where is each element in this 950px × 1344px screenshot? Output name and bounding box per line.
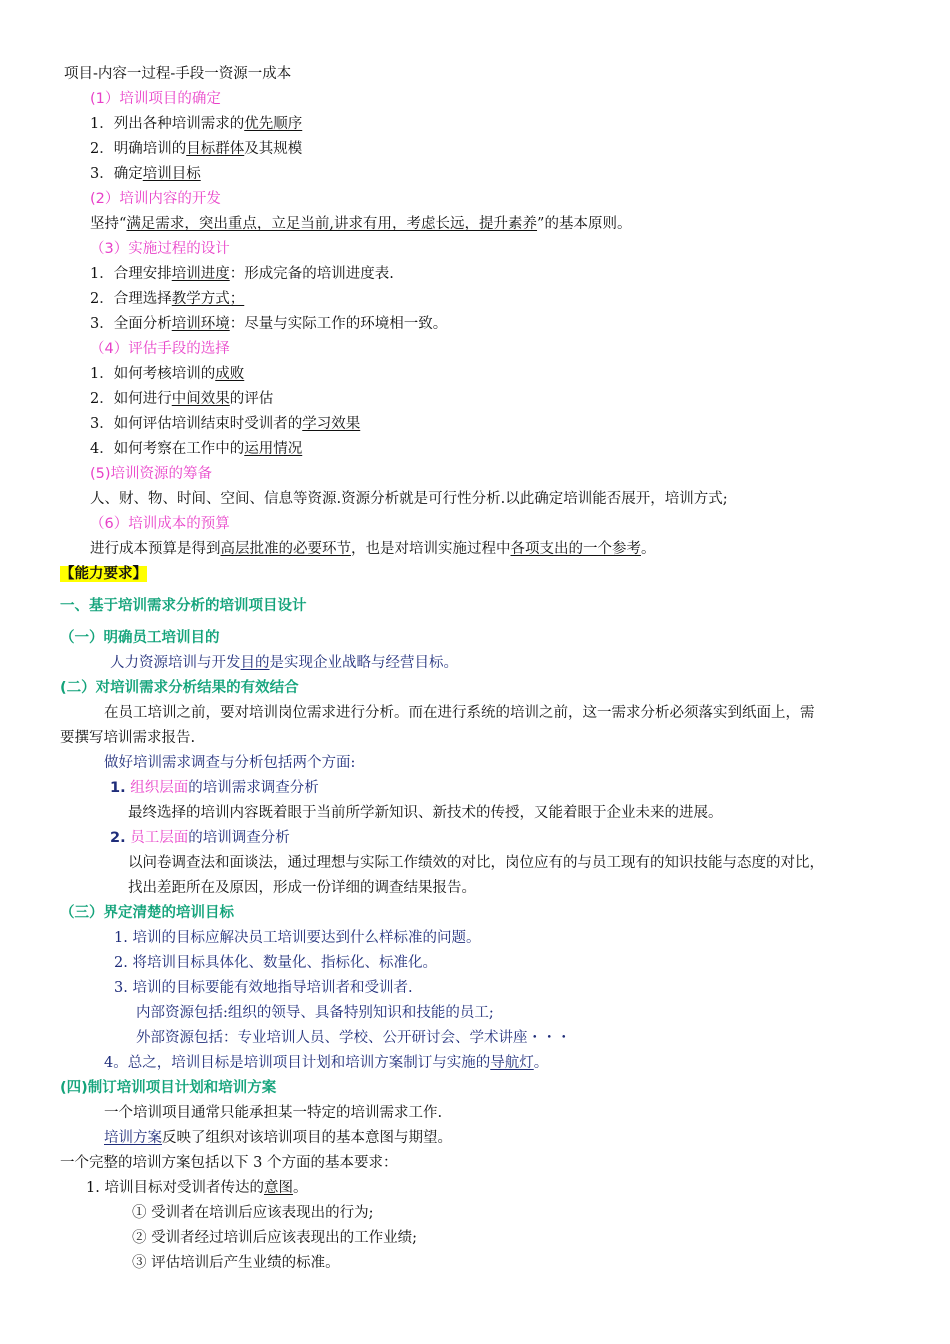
list-item: 2. 员工层面的培训调查分析	[110, 830, 290, 846]
paragraph: 人、财、物、时间、空间、信息等资源.资源分析就是可行性分析.以此确定培训能否展开，培训方式;	[90, 491, 728, 507]
paragraph: 内部资源包括:组织的领导、具备特别知识和技能的员工;	[136, 1005, 494, 1021]
heading-cost-budget: （6）培训成本的预算	[90, 516, 230, 532]
list-item: 1．列出各种培训需求的优先顺序	[90, 116, 303, 132]
list-item: 3. 培训的目标要能有效地指导培训者和受训者.	[114, 980, 413, 996]
paragraph: 培训方案反映了组织对该培训项目的基本意图与期望。	[104, 1130, 452, 1146]
heading-needs-analysis: (二）对培训需求分析结果的有效结合	[60, 680, 299, 696]
list-item: 2．明确培训的目标群体及其规模	[90, 141, 303, 157]
paragraph: 在员工培训之前，要对培训岗位需求进行分析。而在进行系统的培训之前，这一需求分析必须落实到纸面上，需	[104, 705, 815, 721]
list-item: 1. 组织层面的培训需求调查分析	[110, 780, 319, 796]
section-title: 一、基于培训需求分析的培训项目设计	[60, 598, 307, 614]
list-item: 1. 培训目标对受训者传达的意图。	[86, 1180, 308, 1196]
paragraph: 外部资源包括：专业培训人员、学校、公开研讨会、学术讲座・・・	[136, 1030, 571, 1046]
paragraph: 坚持“满足需求，突出重点，立足当前,讲求有用，考虑长远，提升素养”的基本原则。	[90, 216, 632, 232]
list-item: 2. 将培训目标具体化、数量化、指标化、标准化。	[114, 955, 437, 971]
list-item: 2．如何进行中间效果的评估	[90, 391, 274, 407]
list-item: 4．如何考察在工作中的运用情况	[90, 441, 303, 457]
list-item: 1．如何考核培训的成败	[90, 366, 245, 382]
heading-training-purpose: （一）明确员工培训目的	[60, 630, 220, 646]
outline-title: 项目-内容一过程-手段一资源一成本	[64, 66, 292, 82]
heading-process-design: （3）实施过程的设计	[90, 241, 230, 257]
list-item: 4。总之，培训目标是培训项目计划和培训方案制订与实施的导航灯。	[104, 1055, 549, 1071]
heading-training-objectives: （三）界定清楚的培训目标	[60, 905, 234, 921]
paragraph: 最终选择的培训内容既着眼于当前所学新知识、新技术的传授，又能着眼于企业未来的进展。	[128, 805, 723, 821]
list-item: 3．确定培训目标	[90, 166, 201, 182]
sub-list-item: ③ 评估培训后产生业绩的标准。	[132, 1255, 340, 1271]
paragraph: 找出差距所在及原因，形成一份详细的调查结果报告。	[128, 880, 476, 896]
sub-list-item: ② 受训者经过培训后应该表现出的工作业绩;	[132, 1230, 417, 1246]
ability-badge: 【能力要求】	[60, 566, 147, 582]
heading-training-plan: (四)制订培训项目计划和培训方案	[60, 1080, 277, 1096]
heading-resource-preparation: (5)培训资源的筹备	[90, 466, 213, 482]
heading-evaluation-means: （4）评估手段的选择	[90, 341, 230, 357]
list-item: 1．合理安排培训进度：形成完备的培训进度表.	[90, 266, 394, 282]
paragraph: 以问卷调查法和面谈法，通过理想与实际工作绩效的对比，岗位应有的与员工现有的知识技能与态度的对比，	[128, 855, 824, 871]
list-item: 2．合理选择教学方式；	[90, 291, 245, 307]
paragraph: 要撰写培训需求报告.	[60, 730, 196, 746]
list-item: 1. 培训的目标应解决员工培训要达到什么样标准的问题。	[114, 930, 481, 946]
paragraph: 人力资源培训与开发目的是实现企业战略与经营目标。	[110, 655, 458, 671]
sub-list-item: ① 受训者在培训后应该表现出的行为;	[132, 1205, 374, 1221]
list-item: 3．全面分析培训环境：尽量与实际工作的环境相一致。	[90, 316, 448, 332]
paragraph: 一个培训项目通常只能承担某一特定的培训需求工作.	[104, 1105, 443, 1121]
heading-content-development: (2）培训内容的开发	[90, 191, 221, 207]
heading-project-determination: (1）培训项目的确定	[90, 91, 221, 107]
list-item: 3．如何评估培训结束时受训者的学习效果	[90, 416, 361, 432]
paragraph: 进行成本预算是得到高层批准的必要环节，也是对培训实施过程中各项支出的一个参考。	[90, 541, 656, 557]
paragraph: 做好培训需求调查与分析包括两个方面:	[104, 755, 356, 771]
paragraph: 一个完整的培训方案包括以下 3 个方面的基本要求：	[60, 1155, 398, 1171]
